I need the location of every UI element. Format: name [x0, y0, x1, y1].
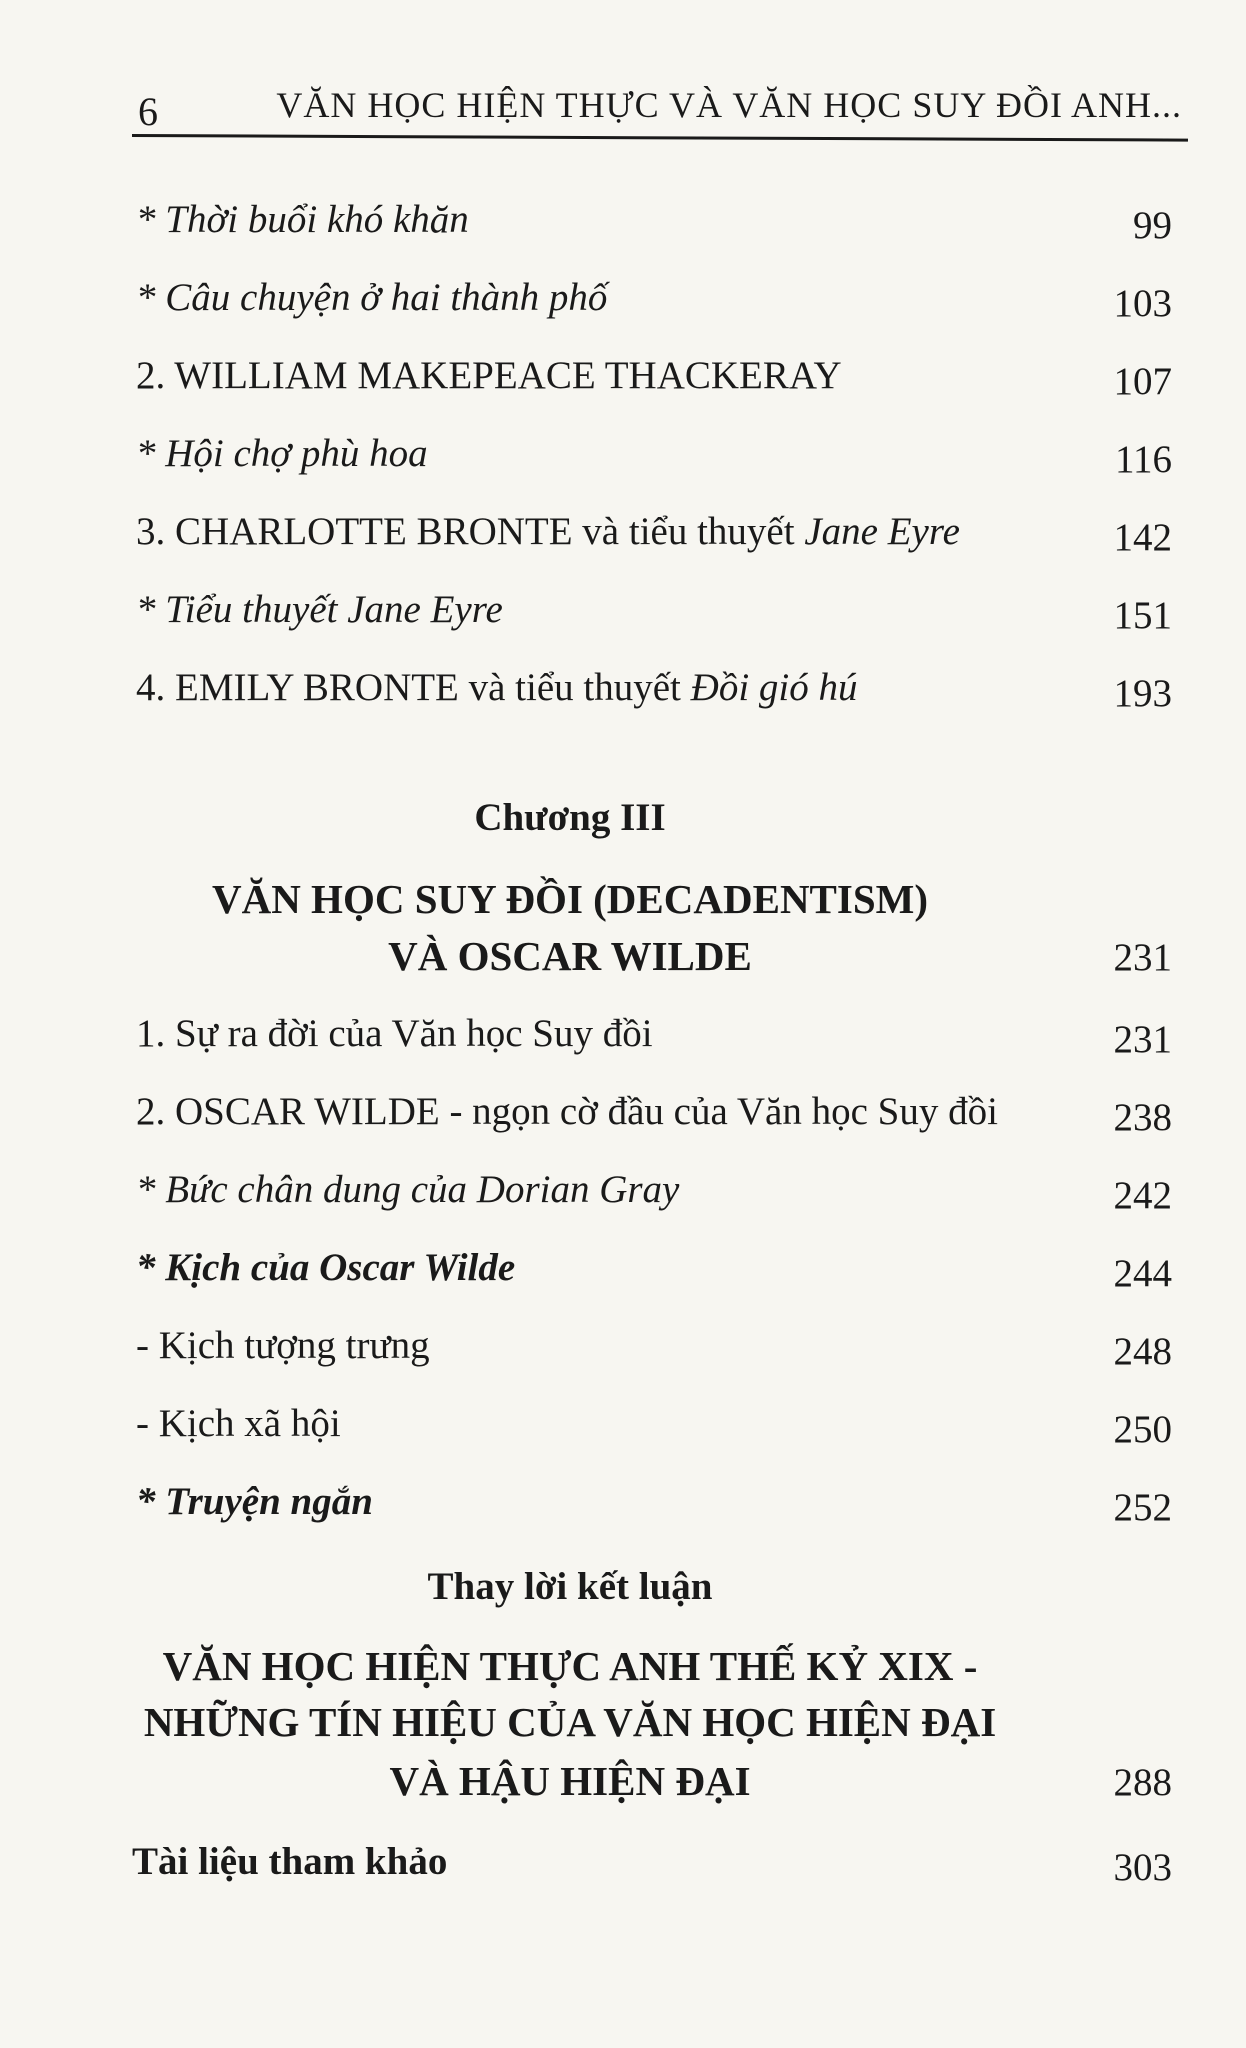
conclusion-page: 288 — [1113, 1761, 1172, 1804]
references-title: Tài liệu tham khảo — [132, 1840, 448, 1883]
toc-entry — [136, 658, 1172, 718]
toc-entry-page: 238 — [1113, 1096, 1172, 1139]
toc-entry-title: * Truyện ngắn — [136, 1480, 373, 1523]
toc-entry-references — [132, 1832, 1172, 1892]
toc-entry-page: 116 — [1114, 438, 1172, 481]
toc-entry-title — [136, 665, 858, 710]
toc-entry-page: 248 — [1113, 1330, 1172, 1373]
toc-entry-title: - Kịch tượng trưng — [136, 1324, 430, 1367]
toc-entry-title: - Kịch xã hội — [136, 1402, 341, 1445]
toc-entry-title: 2. OSCAR WILDE - ngọn cờ đầu của Văn học Suy đồi — [136, 1090, 998, 1133]
toc-entry — [136, 580, 1172, 640]
running-title: VĂN HỌC HIỆN THỰC VÀ VĂN HỌC SUY ĐỒI ANH... — [276, 85, 1182, 125]
chapter-title-line1: VĂN HỌC SUY ĐỒI (DECADENTISM) — [211, 876, 929, 922]
toc-entry-title: * Tiểu thuyết Jane Eyre — [136, 588, 503, 631]
toc-entry — [136, 1316, 1172, 1376]
toc-entry-page: 231 — [1113, 1018, 1172, 1061]
toc-entry-title: 2. WILLIAM MAKEPEACE THACKERAY — [136, 354, 842, 397]
toc-entry-title-italic: Đồi gió hú — [690, 666, 858, 709]
chapter-title-line2: VÀ OSCAR WILDE — [388, 933, 752, 979]
toc-entry — [136, 268, 1172, 328]
toc-entry-page: 151 — [1113, 594, 1172, 637]
toc-entry — [136, 1160, 1172, 1220]
toc-entry — [136, 1082, 1172, 1142]
toc-entry-title: 1. Sự ra đời của Văn học Suy đồi — [136, 1012, 653, 1055]
page-number: 6 — [138, 89, 158, 134]
toc-entry — [136, 1394, 1172, 1454]
toc-entry-page: 107 — [1113, 360, 1172, 403]
toc-entry-page: 142 — [1113, 516, 1172, 559]
toc-entry-page: 99 — [1133, 204, 1172, 247]
conclusion-line3: VÀ HẬU HIỆN ĐẠI — [389, 1758, 751, 1804]
references-page: 303 — [1113, 1846, 1172, 1889]
toc-entry-title: * Câu chuyện ở hai thành phố — [136, 276, 608, 319]
header-rule — [132, 134, 1188, 142]
toc-entry — [136, 190, 1172, 250]
toc-entry-page: 103 — [1113, 282, 1172, 325]
chapter-label: Chương III — [474, 796, 666, 839]
toc-entry — [136, 1004, 1172, 1064]
toc-entry — [136, 1238, 1172, 1298]
conclusion-line2: NHỮNG TÍN HIỆU CỦA VĂN HỌC HIỆN ĐẠI — [143, 1699, 997, 1745]
toc-entry-title-prefix: 3. CHARLOTTE BRONTE và tiểu thuyết — [136, 510, 805, 553]
conclusion-label: Thay lời kết luận — [427, 1565, 713, 1608]
toc-entry-title-prefix: 4. EMILY BRONTE và tiểu thuyết — [136, 666, 691, 709]
toc-entry-title — [136, 509, 960, 554]
toc-entry-page: 242 — [1113, 1174, 1172, 1217]
toc-entry-page: 193 — [1113, 672, 1172, 715]
chapter-page: 231 — [1113, 936, 1172, 979]
toc-entry-title: * Bức chân dung của Dorian Gray — [136, 1168, 680, 1211]
toc-entry-title-italic: Jane Eyre — [804, 510, 960, 553]
toc-entry — [136, 502, 1172, 562]
toc-entry-title: * Thời buổi khó khăn — [136, 198, 469, 241]
toc-entry — [136, 346, 1172, 406]
toc-entry-page: 250 — [1113, 1408, 1172, 1451]
conclusion-line1: VĂN HỌC HIỆN THỰC ANH THẾ KỶ XIX - — [162, 1643, 978, 1689]
toc-entry-title: * Kịch của Oscar Wilde — [136, 1246, 516, 1289]
toc-entry-page: 252 — [1113, 1486, 1172, 1529]
toc-entry-page: 244 — [1113, 1252, 1172, 1295]
toc-entry — [136, 1472, 1172, 1532]
toc-entry — [136, 424, 1172, 484]
toc-entry-title: * Hội chợ phù hoa — [136, 432, 428, 475]
page-header — [132, 78, 1190, 134]
